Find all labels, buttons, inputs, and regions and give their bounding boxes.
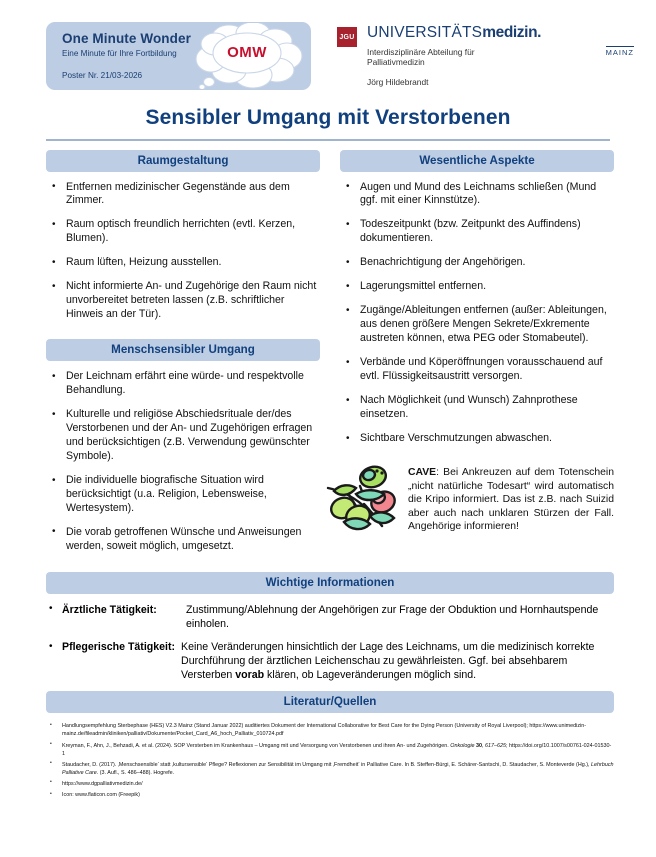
cave-text [406,458,614,534]
info-label-pflegerische-taetigkeit: • Pflegerische Tätigkeit: [62,641,176,654]
section-header-menschsensibler-umgang: Menschsensibler Umgang [46,339,320,361]
list-item: • Entfernen medizinischer Gegenstände aus dem Zimmer. [50,181,320,209]
cave-callout [326,458,614,546]
list-item: • Nicht informierte An- und Zugehörige den Raum nicht unvorbereitet betreten lassen (z.B. schriftlicher Hinweis an der Tür). [50,280,320,322]
omw-subtitle: Eine Minute für Ihre Fortbildung [62,48,177,58]
reference-doi: ; https://doi.org/10.1007/s00761-024-01530-1 [62,742,612,757]
list-item: • Todeszeitpunkt (bzw. Zeitpunkt des Auffindens) dokumentieren. [344,218,614,246]
info-body-part-2: klären, ob Lageveränderungen möglich sind. [264,669,477,682]
reference-volume: 30 [476,742,483,749]
section-header-wesentliche-aspekte: Wesentliche Aspekte [340,150,614,172]
left-column [18,150,322,564]
list-item: • Zugänge/Ableitungen entfernen (außer: Ableitungen, aus denen größere Mengen Sekrete/Exkremente austreten können, etwa PEG oder Stomabeutel). [344,304,614,346]
info-body-pflegerische-taetigkeit [181,640,614,682]
info-body-aerztliche-taetigkeit: Zustimmung/Ablehnung der Angehörigen zur Frage der Obduktion und Hornhautspende einholen. [186,603,599,630]
list-item [48,780,614,788]
institution-city-tag: MAINZ [605,48,634,57]
cave-label: CAVE [408,467,437,479]
omw-badge [46,22,311,90]
institution-logo-block [337,22,638,87]
omw-poster-number: Poster Nr. 21/03-2026 [62,71,143,81]
jgu-logo-icon: JGU [337,27,357,47]
list-item: • Lagerungsmittel entfernen. [344,280,614,294]
list-item: • Die individuelle biografische Situation wird berücksichtigt (u.a. Religion, Lebensweise, Wertesystem). [50,474,320,516]
list-item: • Kulturelle und religiöse Abschiedsrituale der/des Verstorbenen und der An- und Zugehörigen erfragen und berücksichtigen (z.B. Verwendung gewünschter Symbole). [50,408,320,464]
list-item: • Augen und Mund des Leichnams schließen (Mund ggf. mit einer Kinnstütze). [344,181,614,209]
olive-branch-icon [326,460,406,546]
list-wichtige-informationen [48,603,614,682]
section-header-raumgestaltung: Raumgestaltung [46,150,320,172]
omw-bubble-label: OMW [227,44,267,61]
list-item: • Sichtbare Verschmutzungen abwaschen. [344,432,614,446]
info-body-emphasis: vorab [235,669,265,682]
reference-text: Staudacher, D. (2017). ‚Menschsensible‘ statt ‚kultursensible‘ Pflege? Reflexionen zur Sensibilität im Umgang mit ‚Fremdheit‘ in Palliative Care. In B. Steffen-Bürgi, E. Schärer-Santschi, D. Staudacher, S. Monteverde (Hg.), [62,761,592,768]
section-header-wichtige-informationen: Wichtige Informationen [46,572,614,594]
reference-icon-credit: Icon: www.flaticon.com (Freepik) [62,792,140,799]
reference-journal: Onkologie [450,742,477,749]
list-literatur [48,722,614,799]
institution-department: Interdisziplinäre Abteilung für Palliativmedizin [367,46,475,67]
cave-body: : Bei Ankreuzen auf dem Totenschein „nicht natürliche Todesart“ wird automatisch die Kripo informiert. Das ist z.B. nach Suizid aber auch nach unklaren Stürzen der Fall. Angehörige informieren! [408,467,614,533]
list-item [48,791,614,799]
list-item: • Raum optisch freundlich herrichten (evtl. Kerzen, Blumen). [50,218,320,246]
list-item: • Der Leichnam erfährt eine würde- und respektvolle Behandlung. [50,370,320,398]
list-item: • Benachrichtigung der Angehörigen. [344,256,614,270]
institution-name-thin: UNIVERSITÄTS [367,24,483,41]
wichtige-informationen-section [0,572,656,682]
title-divider [46,139,610,141]
list-item [48,640,614,682]
list-item: • Die vorab getroffenen Wünsche und Anweisungen werden, soweit möglich, umgesetzt. [50,526,320,554]
spacer [46,332,320,339]
right-column [332,150,638,564]
list-item: • Nach Möglichkeit (und Wunsch) Zahnprothese einsetzen. [344,394,614,422]
list-item [48,603,614,631]
list-item [48,722,614,738]
reference-text: Kreyman, F., Ahn, J., Behzadi, A. et al. (2024). SOP Versterben im Krankenhaus – Umgang mit und Versorgung von Verstorbenen und ihren An- und Zugehörigen. [62,742,451,749]
literatur-section [0,691,656,799]
list-item [48,742,614,758]
reference-pages: 617–625 [485,742,507,749]
info-label-aerztliche-taetigkeit: • Ärztliche Tätigkeit: [62,603,157,616]
reference-link[interactable]: https://www.dgpalliativmedizin.de/ [62,780,143,787]
thought-bubble-icon [189,23,305,89]
reference-sep: , [482,742,486,749]
reference-text: Handlungsempfehlung Sterbephase (HES) V2.3 Mainz (Stand Januar 2022) auditiertes Dokument der International Collaborative for Best Care for the Dying Person (University of Royal Liverpool); https://www.unimedizin-mainz.de/fileadmin/kliniken/palliativ/Dokumente/Pocket_Card_A6_hoch_Palliativ_010724.pdf [62,723,587,738]
institution-author: Jörg Hildebrandt [367,76,429,87]
section-header-literatur-quellen: Literatur/Quellen [46,691,614,713]
content-columns [0,150,656,564]
institution-name-bold: medizin. [482,24,542,41]
list-item: • Raum lüften, Heizung ausstellen. [50,256,320,270]
list-menschsensibler-umgang [50,370,320,554]
omw-text-block [62,31,191,81]
info-body-part-1: Keine Veränderungen hinsichtlich der Lage des Leichnams, um die medizinisch korrekte Durchführung der ärztlichen Leichenschau zu gewährleisten. Ggf. bei absehbarem Versterben [181,641,595,682]
list-wesentliche-aspekte [344,181,614,447]
reference-book-title: Lehrbuch Palliative Care [62,761,614,776]
list-item [48,761,614,777]
list-raumgestaltung [50,181,320,323]
page-title: Sensibler Umgang mit Verstorbenen [145,106,511,129]
institution-name [367,25,638,41]
poster-header [0,0,656,100]
reference-text-tail: . (3. Aufl., S. 486–488). Hogrefe. [96,769,175,776]
list-item: • Verbände und Köperöffnungen vorausschauend auf evtl. Flüssigkeitsaustritt versorgen. [344,356,614,384]
omw-title: One Minute Wonder [62,31,191,46]
